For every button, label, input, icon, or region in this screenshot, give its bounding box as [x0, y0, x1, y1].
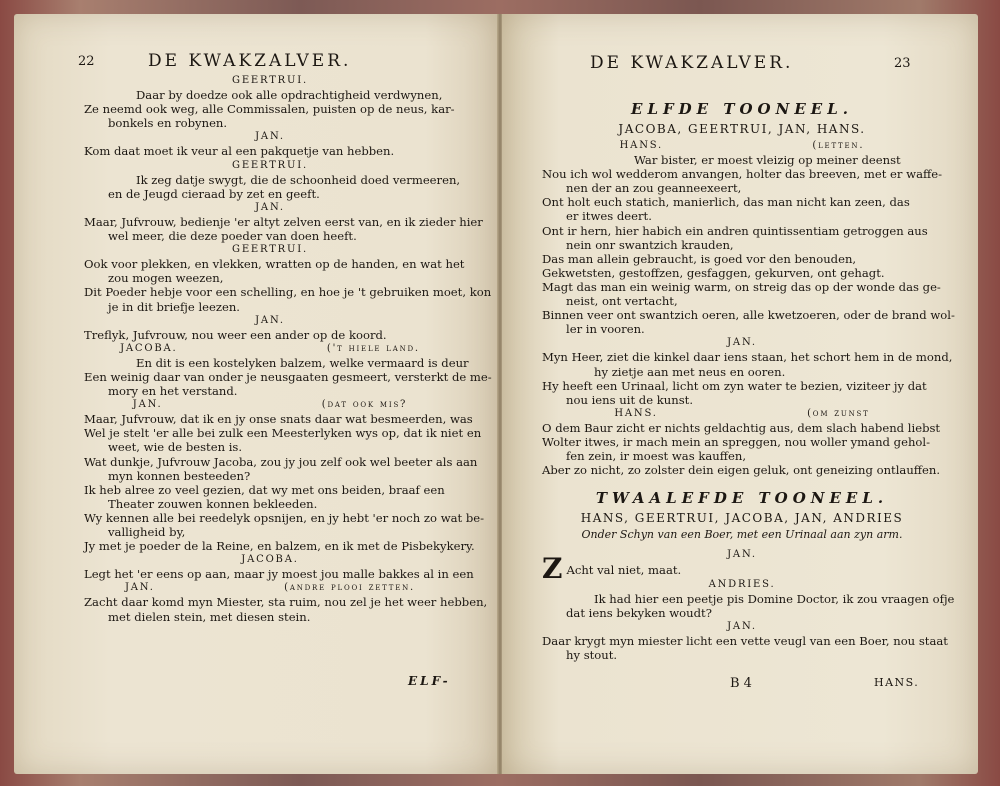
speaker-label: GEERTRUI.	[232, 244, 308, 256]
right-running-head: DE KWAKZALVER.	[590, 53, 794, 73]
text-line: valligheid by,	[108, 525, 186, 539]
text-line: zou mogen weezen,	[108, 271, 224, 286]
speaker-label: HANS. (letten.	[619, 140, 865, 151]
text-line: Een weinig daar van onder je neusgaaten gesmeert, versterkt de me-	[84, 369, 492, 384]
text-line: bonkels en robynen.	[108, 116, 228, 131]
speaker-label: JAN.	[255, 201, 285, 213]
text-line: Wat dunkje, Jufvrouw Jacoba, zou jy jou zelf ook wel beeter als aan	[84, 454, 478, 469]
text-line: Zacht daar komd myn Miester, sta ruim, nou zel je het weer hebben,	[84, 595, 488, 610]
text-line: wel meer, die deze poeder van doen heeft.	[108, 229, 357, 244]
speaker-label: JAN.	[727, 620, 757, 632]
scene-title-11: ELFDE TOONEEL.	[631, 100, 853, 118]
text-line: nou iens uit de kunst.	[566, 392, 694, 407]
text-line: Legt het 'er eens op aan, maar jy moest jou malle bakkes al in een	[84, 567, 474, 582]
text-line: Theater zouwen konnen bekleeden.	[108, 496, 318, 511]
text-line: Kom daat moet ik veur al een pakquetje van hebben.	[84, 144, 395, 159]
text-line: Wy kennen alle bei reedelyk opsnijen, en jy hebt 'er noch zo wat be-	[84, 510, 485, 525]
text-line: Binnen veer ont swantzich oeren, alle kwetzoeren, oder de brand wol-	[542, 308, 955, 323]
text-line: Ook voor plekken, en vlekken, wratten op de handen, en wat het	[84, 257, 465, 272]
text-line: Wel je stelt 'er alle bei zulk een Meesterlyken wys op, dat ik niet en	[84, 426, 482, 441]
speaker-label: JAN.	[727, 549, 757, 561]
text-line: Ont ir hern, hier habich ein andren quintissentiam getroggen aus	[542, 223, 928, 238]
text-line: Daar by doedze ook alle opdrachtigheid verdwynen,	[136, 88, 443, 103]
text-line: Treflyk, Jufvrouw, nou weer een ander op de koord.	[84, 327, 387, 342]
text-line: Magt das man ein weinig warm, on streig das op der wonde das ge-	[542, 279, 941, 294]
speaker-label: JAN.	[727, 337, 757, 349]
text-line: nein onr swantzich krauden,	[566, 237, 734, 252]
left-text-block	[84, 74, 492, 624]
speaker-label: JAN.	[255, 314, 285, 326]
scene-11-lines	[542, 139, 955, 478]
text-line: fen zein, ir moest was kauffen,	[566, 449, 747, 464]
text-line: Ik heb alree zo veel gezien, dat wy met ons beiden, braaf een	[84, 482, 445, 497]
text-line: Nou ich wol wedderom anvangen, holter das breeven, met er waffe-	[542, 167, 942, 182]
text-line: Myn Heer, ziet die kinkel daar iens staan, het schort hem in de mond,	[542, 350, 953, 365]
speaker-label: JAN. (dat ook mis?	[132, 399, 408, 411]
speaker-label: GEERTRUI.	[232, 75, 308, 86]
text-line: mory en het verstand.	[108, 384, 238, 399]
speaker-label: JACOBA. ('t hiele land.	[120, 342, 420, 354]
text-line: O dem Baur zicht er nichts geldachtig aus, dem slach habend liebst	[542, 420, 941, 435]
text-line: Ont holt euch statich, manierlich, das man nicht kan zeen, das	[542, 195, 910, 210]
text-line: Maar, Jufvrouw, bedienje 'er altyt zelven eerst van, en ik zieder hier	[84, 214, 483, 229]
scene-12-lines	[542, 548, 955, 662]
text-line: Gekwetsten, gestoffzen, gesfaggen, gekurven, ont gehagt.	[542, 265, 885, 280]
text-line: met dielen stein, met diesen stein.	[108, 609, 311, 624]
speaker-label: JACOBA.	[241, 554, 299, 566]
text-line: Wolter itwes, ir mach mein an spreggen, nou woller ymand gehol-	[542, 434, 931, 449]
text-line: Jy met je poeder de la Reine, en balzem, en ik met de Pisbekykery.	[84, 539, 475, 554]
scene-title-12: TWAALEFDE TOONEEL.	[595, 489, 889, 508]
speaker-label: HANS. (om zunst	[614, 407, 870, 419]
left-page	[14, 14, 498, 774]
text-line: myn konnen besteeden?	[108, 468, 251, 483]
right-catchword: HANS.	[874, 676, 920, 689]
left-page-number: 22	[78, 54, 95, 69]
text-line: er itwes deert.	[566, 209, 652, 224]
text-line: hy zietje aan met neus en ooren.	[594, 364, 786, 379]
right-page-number: 23	[894, 56, 911, 71]
text-line: je in dit briefje leezen.	[108, 299, 240, 314]
text-line: neist, ont vertacht,	[566, 294, 678, 309]
text-line: Das man allein gebraucht, is goed vor den benouden,	[542, 251, 857, 266]
text-line: Ze neemd ook weg, alle Commissalen, puisten op de neus, kar-	[84, 102, 455, 117]
cast-list-11: JACOBA, GEERTRUI, JAN, HANS.	[618, 122, 866, 136]
text-line: Ik zeg datje swygt, die de schoonheid doed vermeeren,	[136, 172, 461, 187]
text-line: Dit Poeder hebje voor een schelling, en hoe je 't gebruiken moet, kon	[84, 285, 492, 300]
left-catchword: ELF-	[408, 674, 451, 688]
left-running-head: DE KWAKZALVER.	[148, 51, 352, 71]
text-line: nen der an zou geanneexeert,	[566, 181, 742, 196]
speaker-label: JAN. (andre plooi zetten.	[124, 582, 416, 594]
text-line: Daar krygt myn miester licht een vette veugl van een Boer, nou staat	[542, 633, 948, 648]
text-line: ler in vooren.	[566, 322, 645, 337]
text-line-body: Acht val niet, maat.	[566, 563, 682, 578]
text-line: en de Jeugd cieraad by zet en geeft.	[108, 186, 320, 201]
right-page	[502, 14, 978, 774]
text-line: Aber zo nicht, zo zolster dein eigen geluk, ont geneizing ontlauffen.	[542, 463, 941, 478]
text-line: Ik had hier een peetje pis Domine Doctor, ik zou vraagen ofje	[594, 591, 955, 606]
text-line: hy stout.	[566, 648, 618, 662]
drop-cap: Z	[542, 552, 563, 586]
text-line: En dit is een kostelyken balzem, welke vermaard is deur	[136, 355, 469, 370]
speaker-label: GEERTRUI.	[232, 159, 308, 171]
text-line: weet, wie de besten is.	[108, 440, 243, 455]
speaker-label: ANDRIES.	[708, 578, 776, 590]
text-line: Maar, Jufvrouw, dat ik en jy onse snats daar wat besmeerden, was	[84, 412, 473, 427]
right-text-block	[542, 98, 955, 662]
signature-mark: B 4	[730, 676, 752, 691]
text-line: dat iens bekyken woudt?	[566, 605, 712, 620]
text-line: Hy heeft een Urinaal, licht om zyn water te bezien, viziteer jy dat	[542, 378, 927, 393]
speaker-label: JAN.	[255, 131, 285, 143]
text-line: War bister, er moest vleizig op meiner deenst	[634, 153, 901, 168]
stage-direction-12: Onder Schyn van een Boer, met een Urinaal aan zyn arm.	[581, 528, 903, 542]
cast-list-12: HANS, GEERTRUI, JACOBA, JAN, ANDRIES	[580, 511, 904, 526]
